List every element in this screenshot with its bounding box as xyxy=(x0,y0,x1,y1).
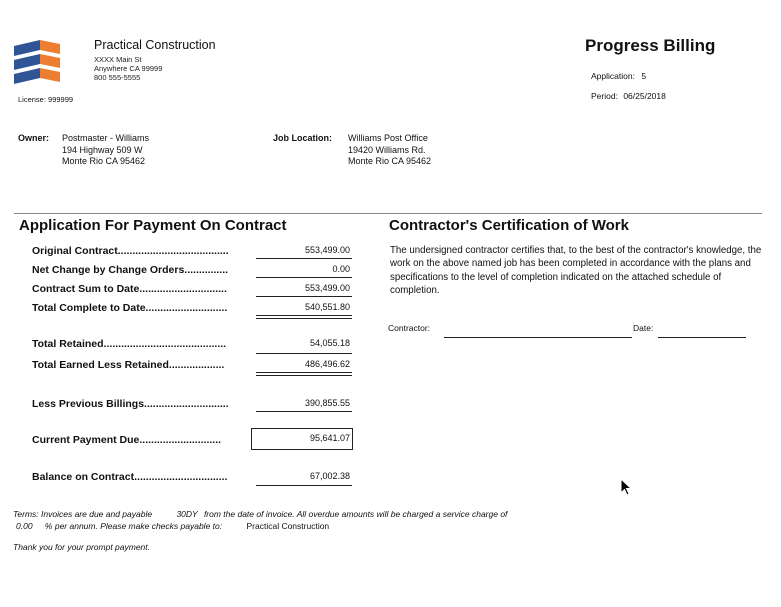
owner-line: Monte Rio CA 95462 xyxy=(62,156,146,166)
row-label-current-payment-due: Current Payment Due............................ xyxy=(32,434,222,446)
terms-days: 30DY xyxy=(176,509,198,519)
value-double-underline xyxy=(256,315,352,319)
row-value-total-complete: 540,551.80 xyxy=(304,302,350,312)
job-location-label: Job Location: xyxy=(273,133,332,143)
period-label: Period: xyxy=(591,91,618,101)
row-value-original-contract: 553,499.00 xyxy=(304,245,350,255)
owner-label: Owner: xyxy=(18,133,50,143)
terms-text: from the date of invoice. All overdue amounts will be charged a service charge of xyxy=(203,509,508,519)
row-label-original-contract: Original Contract...................................... xyxy=(32,245,229,257)
terms-text: % per annum. Please make checks payable to: xyxy=(44,521,223,531)
owner-line: Postmaster - Williams xyxy=(62,133,150,143)
document-title: Progress Billing xyxy=(585,36,716,55)
certification-section-title: Contractor's Certification of Work xyxy=(389,217,629,234)
owner-address xyxy=(62,133,149,168)
row-value-previous-billings: 390,855.55 xyxy=(304,398,350,408)
thank-you-note: Thank you for your prompt payment. xyxy=(13,542,151,552)
row-value-contract-sum: 553,499.00 xyxy=(304,283,350,293)
job-location-line: 19420 Williams Rd. xyxy=(348,144,426,155)
service-charge-rate: 0.00 xyxy=(16,521,33,531)
job-location-line: Monte Rio CA 95462 xyxy=(348,156,432,166)
section-divider xyxy=(14,213,762,214)
payable-to-name: Practical Construction xyxy=(246,521,330,531)
contractor-signature-label: Contractor: xyxy=(388,323,431,333)
row-value-balance-on-contract: 67,002.38 xyxy=(309,471,350,481)
row-label-earned-less-retained: Total Earned Less Retained................... xyxy=(32,359,225,371)
application-value: 5 xyxy=(641,71,647,81)
value-underline xyxy=(256,277,352,278)
contractor-signature-line xyxy=(444,337,632,338)
mouse-pointer-icon xyxy=(620,478,632,496)
value-double-underline xyxy=(256,372,352,376)
row-value-current-payment-due: 95,641.07 xyxy=(309,433,350,443)
row-label-previous-billings: Less Previous Billings............................. xyxy=(32,398,229,410)
billing-period xyxy=(591,91,666,101)
job-location-address xyxy=(348,133,431,168)
application-label: Application: xyxy=(591,71,635,81)
value-underline xyxy=(256,485,352,486)
date-label: Date: xyxy=(633,323,654,333)
row-label-balance-on-contract: Balance on Contract................................ xyxy=(32,471,228,483)
application-section-title: Application For Payment On Contract xyxy=(19,217,287,234)
value-underline xyxy=(256,258,352,259)
company-license: License: 999999 xyxy=(18,95,74,104)
period-value: 06/25/2018 xyxy=(623,91,666,101)
application-number xyxy=(591,71,646,81)
row-label-net-change: Net Change by Change Orders............... xyxy=(32,264,229,276)
value-underline xyxy=(256,411,352,412)
row-value-net-change: 0.00 xyxy=(332,264,350,274)
terms-line-2 xyxy=(13,521,329,531)
company-address-line2: Anywhere CA 99999 xyxy=(94,64,163,73)
owner-line: 194 Highway 509 W xyxy=(62,144,143,155)
company-name: Practical Construction xyxy=(94,38,216,52)
row-value-total-retained: 54,055.18 xyxy=(309,338,350,348)
row-value-earned-less-retained: 486,496.62 xyxy=(304,359,350,369)
company-phone: 800 555-5555 xyxy=(94,73,141,82)
building-logo-icon xyxy=(14,36,66,88)
company-address-line1: XXXX Main St xyxy=(94,55,142,64)
certification-text: The undersigned contractor certifies that, to the best of the contractor's knowledge, the work on the above named job has been completed in accordance with the plans and specifications to the level of completion indicated on the attached schedule of completion. xyxy=(390,245,762,297)
row-label-contract-sum: Contract Sum to Date.............................. xyxy=(32,283,227,295)
job-location-line: Williams Post Office xyxy=(348,133,428,143)
terms-text: Terms: Invoices are due and payable xyxy=(13,509,153,519)
row-label-total-retained: Total Retained.......................................... xyxy=(32,338,227,350)
row-label-total-complete: Total Complete to Date............................ xyxy=(32,302,228,314)
value-underline xyxy=(256,296,352,297)
date-signature-line xyxy=(658,337,746,338)
terms-line-1 xyxy=(13,509,507,519)
value-underline xyxy=(256,353,352,354)
